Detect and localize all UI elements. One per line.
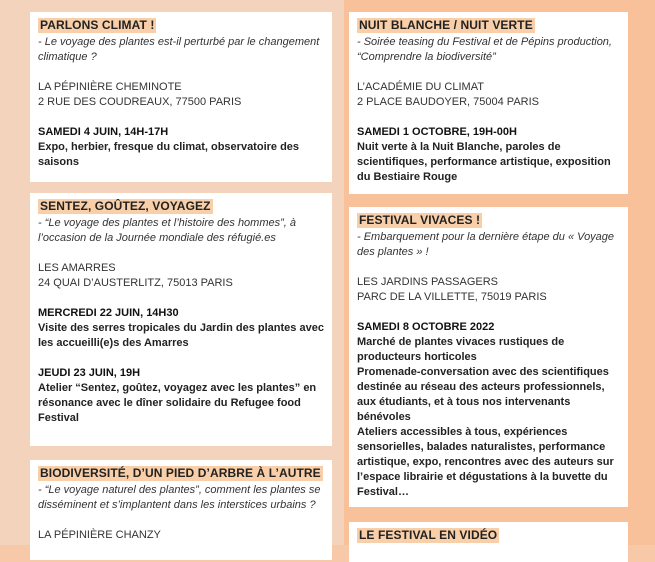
event-subtitle: - Embarquement pour la dernière étape du « Voyage des plantes » ! — [357, 231, 615, 258]
event-description: Expo, herbier, fresque du climat, observatoire des saisons — [38, 141, 300, 168]
event-title: FESTIVAL VIVACES ! — [359, 213, 481, 227]
event-description: Marché de plantes vivaces rustiques de producteurs horticoles — [357, 336, 565, 363]
event-description: Nuit verte à la Nuit Blanche, paroles de scientifiques, performance artistique, exposition du Bestiaire Rouge — [357, 141, 611, 183]
event-card-biodiversite — [30, 460, 332, 560]
event-address: 2 RUE DES COUDREAUX, 77500 PARIS — [38, 96, 242, 108]
event-card-festival-video[interactable] — [349, 522, 628, 562]
event-subtitle: - Le voyage des plantes est-il perturbé par le changement climatique ? — [38, 36, 320, 63]
event-card-parlons-climat — [30, 12, 332, 182]
event-venue: LA PÉPINIÈRE CHANZY — [38, 529, 161, 541]
event-description: Atelier “Sentez, goûtez, voyagez avec les plantes” en résonance avec le dîner solidaire du Refugee food Festival — [38, 382, 317, 424]
event-subtitle: - “Le voyage naturel des plantes”, comment les plantes se disséminent et s’implantent dans les interstices urbains ? — [38, 484, 321, 511]
event-title[interactable]: LE FESTIVAL EN VIDÉO — [359, 528, 498, 542]
event-title: NUIT BLANCHE / NUIT VERTE — [359, 18, 533, 32]
event-card-sentez-goutez — [30, 193, 332, 446]
event-title: BIODIVERSITÉ, D’UN PIED D’ARBRE À L’AUTRE — [40, 466, 321, 480]
event-card-festival-vivaces — [349, 207, 628, 507]
event-venue: LA PÉPINIÈRE CHEMINOTE — [38, 81, 182, 93]
event-address: PARC DE LA VILLETTE, 75019 PARIS — [357, 291, 547, 303]
event-description: Promenade-conversation avec des scientifiques destinée au réseau des acteurs professionnels, aux étudiants, et à tous nos intervenants bénévoles — [357, 366, 609, 423]
event-description: Visite des serres tropicales du Jardin des plantes avec les accueilli(e)s des Amarres — [38, 322, 324, 349]
event-venue: LES JARDINS PASSAGERS — [357, 276, 499, 288]
event-date: MERCREDI 22 JUIN, 14H30 — [38, 307, 179, 319]
event-address: 24 QUAI D’AUSTERLITZ, 75013 PARIS — [38, 277, 233, 289]
event-date: JEUDI 23 JUIN, 19H — [38, 367, 141, 379]
event-description: Ateliers accessibles à tous, expériences sensorielles, balades naturalistes, performance artistique, expo, rencontres avec des auteurs sur l’espace librairie et dégustations à la buvette du Festival… — [357, 426, 614, 498]
event-subtitle: - Soirée teasing du Festival et de Pépins production, “Comprendre la biodiversité” — [357, 36, 612, 63]
event-title: PARLONS CLIMAT ! — [40, 18, 155, 32]
event-address: 2 PLACE BAUDOYER, 75004 PARIS — [357, 96, 539, 108]
event-subtitle: - “Le voyage des plantes et l’histoire des hommes”, à l’occasion de la Journée mondiale des réfugié.es — [38, 217, 297, 244]
event-date: SAMEDI 1 OCTOBRE, 19H-00H — [357, 126, 517, 138]
event-date: SAMEDI 4 JUIN, 14H-17H — [38, 126, 169, 138]
event-venue: LES AMARRES — [38, 262, 116, 274]
event-date: SAMEDI 8 OCTOBRE 2022 — [357, 321, 495, 333]
event-title: SENTEZ, GOÛTEZ, VOYAGEZ — [40, 199, 211, 213]
event-card-nuit-blanche — [349, 12, 628, 194]
event-venue: L’ACADÉMIE DU CLIMAT — [357, 81, 484, 93]
